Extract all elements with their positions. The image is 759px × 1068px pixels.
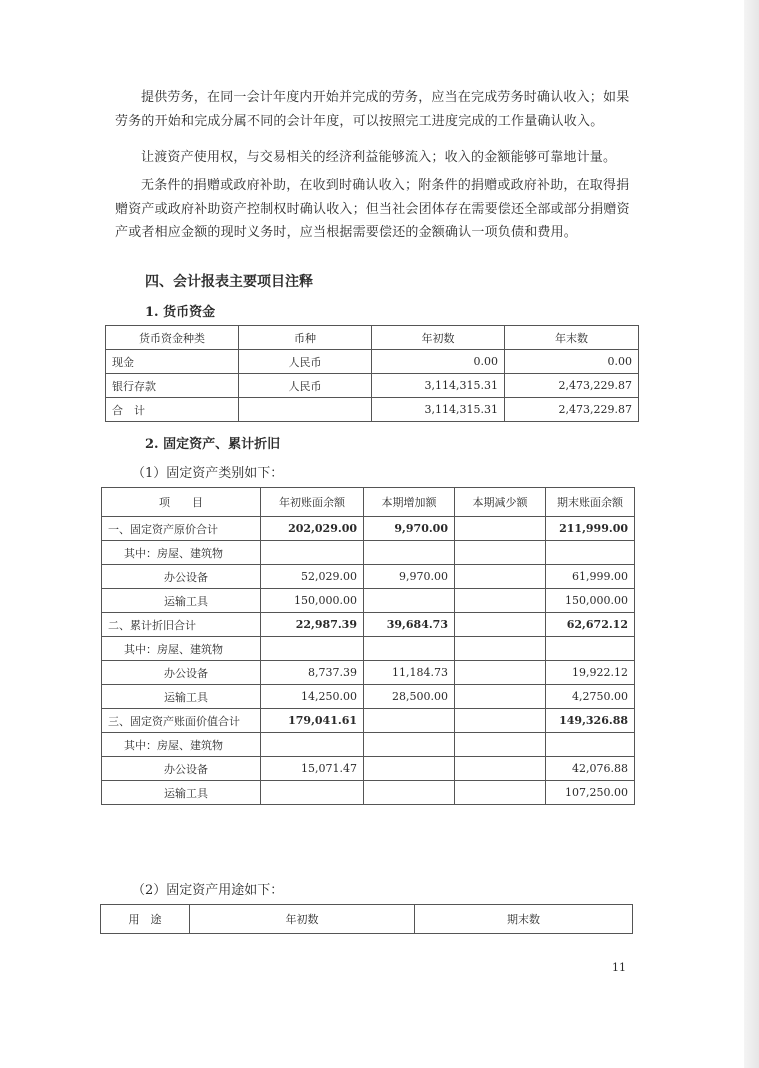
table-cell <box>261 781 364 805</box>
table-cell: 150,000.00 <box>261 589 364 613</box>
table-row <box>102 709 635 733</box>
table-row <box>102 757 635 781</box>
table-cell: 办公设备 <box>102 565 261 589</box>
table-cell: 2,473,229.87 <box>505 398 639 422</box>
table-cell: 9,970.00 <box>364 565 455 589</box>
table-cell <box>364 541 455 565</box>
table-cell <box>364 637 455 661</box>
table-header-row <box>106 326 639 350</box>
table-cell <box>364 709 455 733</box>
table-cell: 0.00 <box>372 350 505 374</box>
table-cell: 211,999.00 <box>546 517 635 541</box>
table-cell: 办公设备 <box>102 661 261 685</box>
table-row <box>102 589 635 613</box>
table-cell: 8,737.39 <box>261 661 364 685</box>
header-cell: 期末账面余额 <box>546 488 635 517</box>
table-cell: 人民币 <box>239 374 372 398</box>
header-cell: 本期减少额 <box>455 488 546 517</box>
table-cell <box>455 613 546 637</box>
table-cell <box>455 637 546 661</box>
table-row <box>106 398 639 422</box>
table-cell <box>455 541 546 565</box>
fixed-assets-category-note: （1）固定资产类别如下： <box>132 466 284 481</box>
table-cell <box>455 709 546 733</box>
fixed-assets-usage-note: （2）固定资产用途如下： <box>132 883 284 898</box>
usage-table <box>100 904 633 934</box>
header-cell: 年初数 <box>190 905 415 934</box>
header-cell: 本期增加额 <box>364 488 455 517</box>
table-cell <box>364 781 455 805</box>
header-cell: 年初数 <box>372 326 505 350</box>
table-cell <box>546 637 635 661</box>
table-cell <box>261 733 364 757</box>
header-cell: 年初账面余额 <box>261 488 364 517</box>
table-cell <box>261 637 364 661</box>
section-title-notes: 四、会计报表主要项目注释 <box>145 274 313 290</box>
table-cell: 3,114,315.31 <box>372 398 505 422</box>
table-cell <box>364 733 455 757</box>
table-cell <box>455 757 546 781</box>
table-cell <box>261 541 364 565</box>
table-cell: 52,029.00 <box>261 565 364 589</box>
table-cell <box>455 781 546 805</box>
table-cell: 42,076.88 <box>546 757 635 781</box>
table-cell <box>455 661 546 685</box>
table-cell: 150,000.00 <box>546 589 635 613</box>
table-cell <box>364 757 455 781</box>
table-row <box>102 685 635 709</box>
table-cell <box>455 685 546 709</box>
table-row <box>102 661 635 685</box>
table-row <box>102 733 635 757</box>
table-cell: 11,184.73 <box>364 661 455 685</box>
header-cell: 币种 <box>239 326 372 350</box>
paragraph-donations-subsidies: 无条件的捐赠或政府补助，在收到时确认收入；附条件的捐赠或政府补助，在取得捐赠资产或政府补助资产控制权时确认收入；但当社会团体存在需要偿还全部或部分捐赠资产或者相应金额的现时义务时，应当根据需要偿还的金额确认一项负债和费用。 <box>115 178 630 240</box>
table-cell: 107,250.00 <box>546 781 635 805</box>
table-cell: 149,326.88 <box>546 709 635 733</box>
table-cell: 0.00 <box>505 350 639 374</box>
cash-section-title: 1. 货币资金 <box>145 305 216 320</box>
header-cell: 项 目 <box>102 488 261 517</box>
page-edge-shadow <box>744 0 759 1068</box>
table-cell: 运输工具 <box>102 589 261 613</box>
fixed-assets-title: 2. 固定资产、累计折旧 <box>145 437 281 452</box>
table-row <box>102 517 635 541</box>
header-cell: 期末数 <box>415 905 633 934</box>
table-cell: 合 计 <box>106 398 239 422</box>
paragraph-asset-use-rights: 让渡资产使用权，与交易相关的经济利益能够流入；收入的金额能够可靠地计量。 <box>141 150 617 165</box>
table-cell: 人民币 <box>239 350 372 374</box>
table-row <box>102 781 635 805</box>
table-cell <box>546 541 635 565</box>
table-row <box>102 613 635 637</box>
table-row <box>106 374 639 398</box>
table-cell: 一、固定资产原价合计 <box>102 517 261 541</box>
table-row <box>106 350 639 374</box>
table-row <box>102 565 635 589</box>
table-cell: 202,029.00 <box>261 517 364 541</box>
table-cell: 14,250.00 <box>261 685 364 709</box>
table-cell: 39,684.73 <box>364 613 455 637</box>
table-cell: 62,672.12 <box>546 613 635 637</box>
table-cell: 银行存款 <box>106 374 239 398</box>
fixed-assets-table <box>101 487 635 805</box>
cash-table <box>105 325 639 422</box>
table-cell <box>455 733 546 757</box>
table-cell: 三、固定资产账面价值合计 <box>102 709 261 733</box>
table-cell: 4,2750.00 <box>546 685 635 709</box>
table-cell: 其中：房屋、建筑物 <box>102 733 261 757</box>
table-header-row <box>102 488 635 517</box>
table-cell: 19,922.12 <box>546 661 635 685</box>
header-cell: 货币资金种类 <box>106 326 239 350</box>
table-cell <box>364 589 455 613</box>
paragraph-labor-services: 提供劳务，在同一会计年度内开始并完成的劳务，应当在完成劳务时确认收入；如果劳务的开始和完成分属不同的会计年度，可以按照完工进度完成的工作量确认收入。 <box>115 90 630 129</box>
header-cell: 用 途 <box>101 905 190 934</box>
table-cell <box>455 565 546 589</box>
table-cell: 22,987.39 <box>261 613 364 637</box>
table-cell <box>546 733 635 757</box>
table-cell: 运输工具 <box>102 781 261 805</box>
table-cell: 9,970.00 <box>364 517 455 541</box>
page-number: 11 <box>612 961 626 974</box>
table-cell <box>239 398 372 422</box>
header-cell: 年末数 <box>505 326 639 350</box>
table-cell: 179,041.61 <box>261 709 364 733</box>
table-cell <box>455 589 546 613</box>
table-row <box>102 541 635 565</box>
table-cell: 现金 <box>106 350 239 374</box>
table-cell: 其中：房屋、建筑物 <box>102 637 261 661</box>
table-cell: 28,500.00 <box>364 685 455 709</box>
table-cell: 运输工具 <box>102 685 261 709</box>
table-cell: 15,071.47 <box>261 757 364 781</box>
table-header-row <box>101 905 633 934</box>
table-cell: 其中：房屋、建筑物 <box>102 541 261 565</box>
table-cell: 2,473,229.87 <box>505 374 639 398</box>
table-row <box>102 637 635 661</box>
table-cell: 二、累计折旧合计 <box>102 613 261 637</box>
table-cell <box>455 517 546 541</box>
table-cell: 办公设备 <box>102 757 261 781</box>
table-cell: 61,999.00 <box>546 565 635 589</box>
table-cell: 3,114,315.31 <box>372 374 505 398</box>
